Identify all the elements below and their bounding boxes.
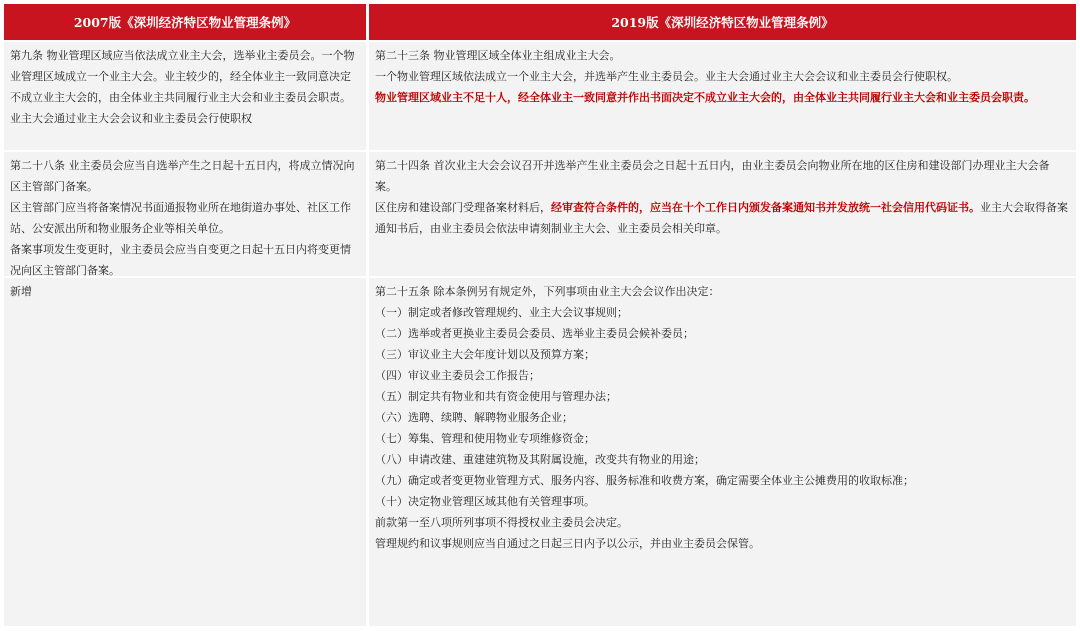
row1-old-provision	[4, 42, 366, 150]
row1-new-provision	[369, 42, 1076, 150]
row2-old-provision	[4, 152, 366, 276]
row2-new-highlight: 经审查符合条件的，应当在十个工作日内颁发备案通知书并发放统一社会信用代码证书。	[551, 201, 980, 214]
row3-new-line: （二）选举或者更换业主委员会委员、选举业主委员会候补委员；	[375, 327, 694, 340]
row3-new-line: （四）审议业主委员会工作报告；	[375, 369, 540, 382]
row2-old-para-3: 备案事项发生变更时，业主委员会应当自变更之日起十五日内将变更情况向区主管部门备案。	[10, 243, 351, 276]
row3-old-provision	[4, 278, 366, 626]
row2-new-text-b: 业主大会取得备案通知书后，由业主委员会依法申请刻制业主大会、业主委员会相关印章。	[375, 201, 1068, 235]
row3-new-line: 管理规约和议事规则应当自通过之日起三日内予以公示，并由业主委员会保管。	[375, 537, 760, 550]
row2-old-para-1: 第二十八条 业主委员会应当自选举产生之日起十五日内，将成立情况向区主管部门备案。	[10, 159, 355, 193]
row2-new-provision	[369, 152, 1076, 276]
row3-new-line: 前款第一至八项所列事项不得授权业主委员会决定。	[375, 516, 628, 529]
row3-new-provision	[369, 278, 1076, 626]
header-2007: 2007版《深圳经济特区物业管理条例》	[4, 4, 366, 40]
row2-old-para-2: 区主管部门应当将备案情况书面通报物业所在地街道办事处、社区工作站、公安派出所和物业服务企业等相关单位。	[10, 201, 351, 235]
row1-new-para-1: 第二十三条 物业管理区域全体业主组成业主大会。	[375, 49, 621, 62]
row1-old-para-1: 第九条 物业管理区域应当依法成立业主大会，选举业主委员会。一个物业管理区域成立一个业主大会。业主较少的，经全体业主一致同意决定不成立业主大会的，由全体业主共同履行业主大会和业主委员会职责。	[10, 49, 355, 104]
row1-new-para-2: 一个物业管理区域依法成立一个业主大会，并选举产生业主委员会。业主大会通过业主大会会议和业主委员会行使职权。	[375, 70, 958, 83]
row2-new-text-a: 区住房和建设部门受理备案材料后，	[375, 201, 551, 214]
row3-new-line: （五）制定共有物业和共有资金使用与管理办法；	[375, 390, 617, 403]
comparison-table	[4, 4, 1076, 626]
row3-new-line: 第二十五条 除本条例另有规定外，下列事项由业主大会会议作出决定：	[375, 285, 720, 298]
row3-new-line: （三）审议业主大会年度计划以及预算方案；	[375, 348, 595, 361]
row2-new-para-1: 第二十四条 首次业主大会会议召开并选举产生业主委员会之日起十五日内，由业主委员会向物业所在地的区住房和建设部门办理业主大会备案。	[375, 159, 1050, 193]
row1-old-para-2: 业主大会通过业主大会会议和业主委员会行使职权	[10, 112, 252, 125]
row3-new-line: （八）申请改建、重建建筑物及其附属设施，改变共有物业的用途；	[375, 453, 705, 466]
row3-new-line: （六）选聘、续聘、解聘物业服务企业；	[375, 411, 573, 424]
row2-new-para-2	[375, 197, 1070, 239]
row3-old-para-1: 新增	[10, 285, 32, 298]
row1-new-highlight: 物业管理区域业主不足十人，经全体业主一致同意并作出书面决定不成立业主大会的，由全体业主共同履行业主大会和业主委员会职责。	[375, 91, 1035, 104]
row3-new-line: （九）确定或者变更物业管理方式、服务内容、服务标准和收费方案，确定需要全体业主公摊费用的收取标准；	[375, 474, 914, 487]
row3-new-line: （七）筹集、管理和使用物业专项维修资金；	[375, 432, 595, 445]
row3-new-line: （十）决定物业管理区域其他有关管理事项。	[375, 495, 595, 508]
row3-new-line: （一）制定或者修改管理规约、业主大会议事规则；	[375, 306, 628, 319]
header-2019: 2019版《深圳经济特区物业管理条例》	[369, 4, 1076, 40]
